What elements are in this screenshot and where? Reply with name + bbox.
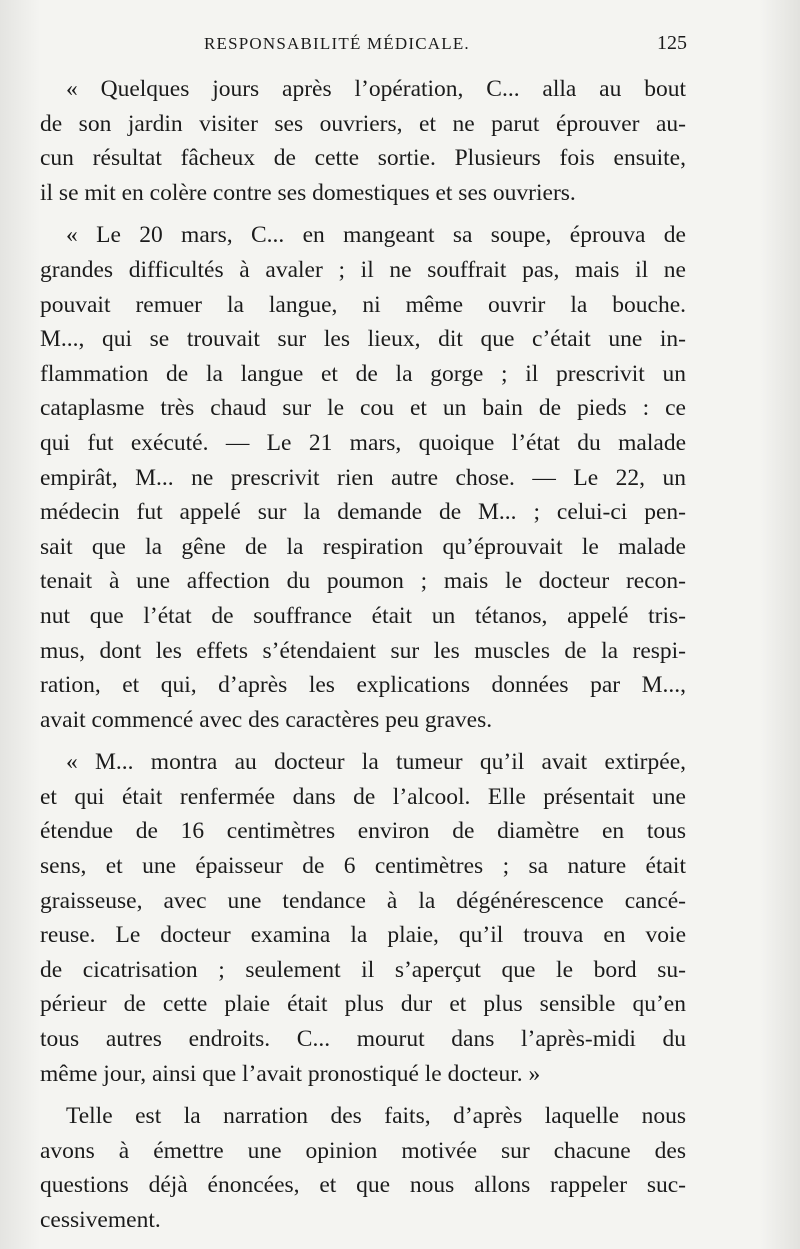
text-line: médecin fut appelé sur la demande de M... ; celui-ci pen- bbox=[40, 499, 686, 526]
text-line: sait que la gêne de la respiration qu’éprouvait le malade bbox=[40, 533, 686, 560]
text-line: sens, et une épaisseur de 6 centimètres ; sa nature était bbox=[40, 853, 686, 880]
text-line: avons à émettre une opinion motivée sur chacune des bbox=[40, 1137, 686, 1164]
text-line: pouvait remuer la langue, ni même ouvrir la bouche. bbox=[40, 291, 686, 318]
paragraph bbox=[40, 218, 686, 737]
paragraph bbox=[40, 72, 686, 210]
paragraph-gap bbox=[40, 210, 686, 218]
text-line: flammation de la langue et de la gorge ; il prescrivit un bbox=[40, 360, 686, 387]
text-line: empirât, M... ne prescrivit rien autre chose. — Le 22, un bbox=[40, 464, 686, 491]
text-line: de cicatrisation ; seulement il s’aperçut que le bord su- bbox=[40, 956, 686, 983]
text-line: même jour, ainsi que l’avait pronostiqué le docteur. » bbox=[40, 1060, 541, 1087]
text-line: tous autres endroits. C... mourut dans l’après-midi du bbox=[40, 1026, 686, 1053]
page-header bbox=[44, 30, 687, 60]
text-line: M..., qui se trouvait sur les lieux, dit que c’était une in- bbox=[40, 326, 686, 353]
text-line: mus, dont les effets s’étendaient sur les muscles de la respi- bbox=[40, 637, 686, 664]
text-line: et qui était renfermée dans de l’alcool. Elle présentait une bbox=[40, 783, 686, 810]
text-line: cun résultat fâcheux de cette sortie. Plusieurs fois ensuite, bbox=[40, 145, 686, 172]
text-line: périeur de cette plaie était plus dur et plus sensible qu’en bbox=[40, 991, 686, 1018]
text-line: ration, et qui, d’après les explications données par M..., bbox=[40, 672, 686, 699]
text-line: reuse. Le docteur examina la plaie, qu’il trouva en voie bbox=[40, 922, 686, 949]
running-title: RESPONSABILITÉ MÉDICALE. bbox=[204, 34, 470, 53]
paragraph-gap bbox=[40, 1091, 686, 1099]
text-line: cataplasme très chaud sur le cou et un bain de pieds : ce bbox=[40, 395, 686, 422]
page-number: 125 bbox=[657, 32, 687, 54]
text-line: cessivement. bbox=[40, 1207, 161, 1233]
body-text bbox=[40, 72, 686, 1238]
text-line: Telle est la narration des faits, d’après laquelle nous bbox=[66, 1103, 686, 1130]
text-line: nut que l’état de souffrance était un tétanos, appelé tris- bbox=[40, 602, 686, 629]
paragraph-gap bbox=[40, 737, 686, 745]
text-line: avait commencé avec des caractères peu graves. bbox=[40, 706, 493, 733]
text-line: questions déjà énoncées, et que nous allons rappeler suc- bbox=[40, 1172, 686, 1199]
text-line: il se mit en colère contre ses domestiques et ses ouvriers. bbox=[40, 179, 576, 206]
paragraph bbox=[40, 1099, 686, 1237]
paragraph bbox=[40, 745, 686, 1091]
text-line: qui fut exécuté. — Le 21 mars, quoique l’état du malade bbox=[40, 429, 686, 456]
text-line: « M... montra au docteur la tumeur qu’il avait extirpée, bbox=[66, 749, 686, 776]
text-line: étendue de 16 centimètres environ de diamètre en tous bbox=[40, 818, 686, 845]
text-line: grandes difficultés à avaler ; il ne souffrait pas, mais il ne bbox=[40, 256, 686, 283]
text-line: graisseuse, avec une tendance à la dégénérescence cancé- bbox=[40, 887, 686, 914]
text-line: « Le 20 mars, C... en mangeant sa soupe, éprouva de bbox=[66, 222, 686, 249]
text-line: tenait à une affection du poumon ; mais le docteur recon- bbox=[40, 568, 686, 595]
text-line: de son jardin visiter ses ouvriers, et ne parut éprouver au- bbox=[40, 110, 686, 137]
text-line: « Quelques jours après l’opération, C... alla au bout bbox=[66, 76, 686, 102]
